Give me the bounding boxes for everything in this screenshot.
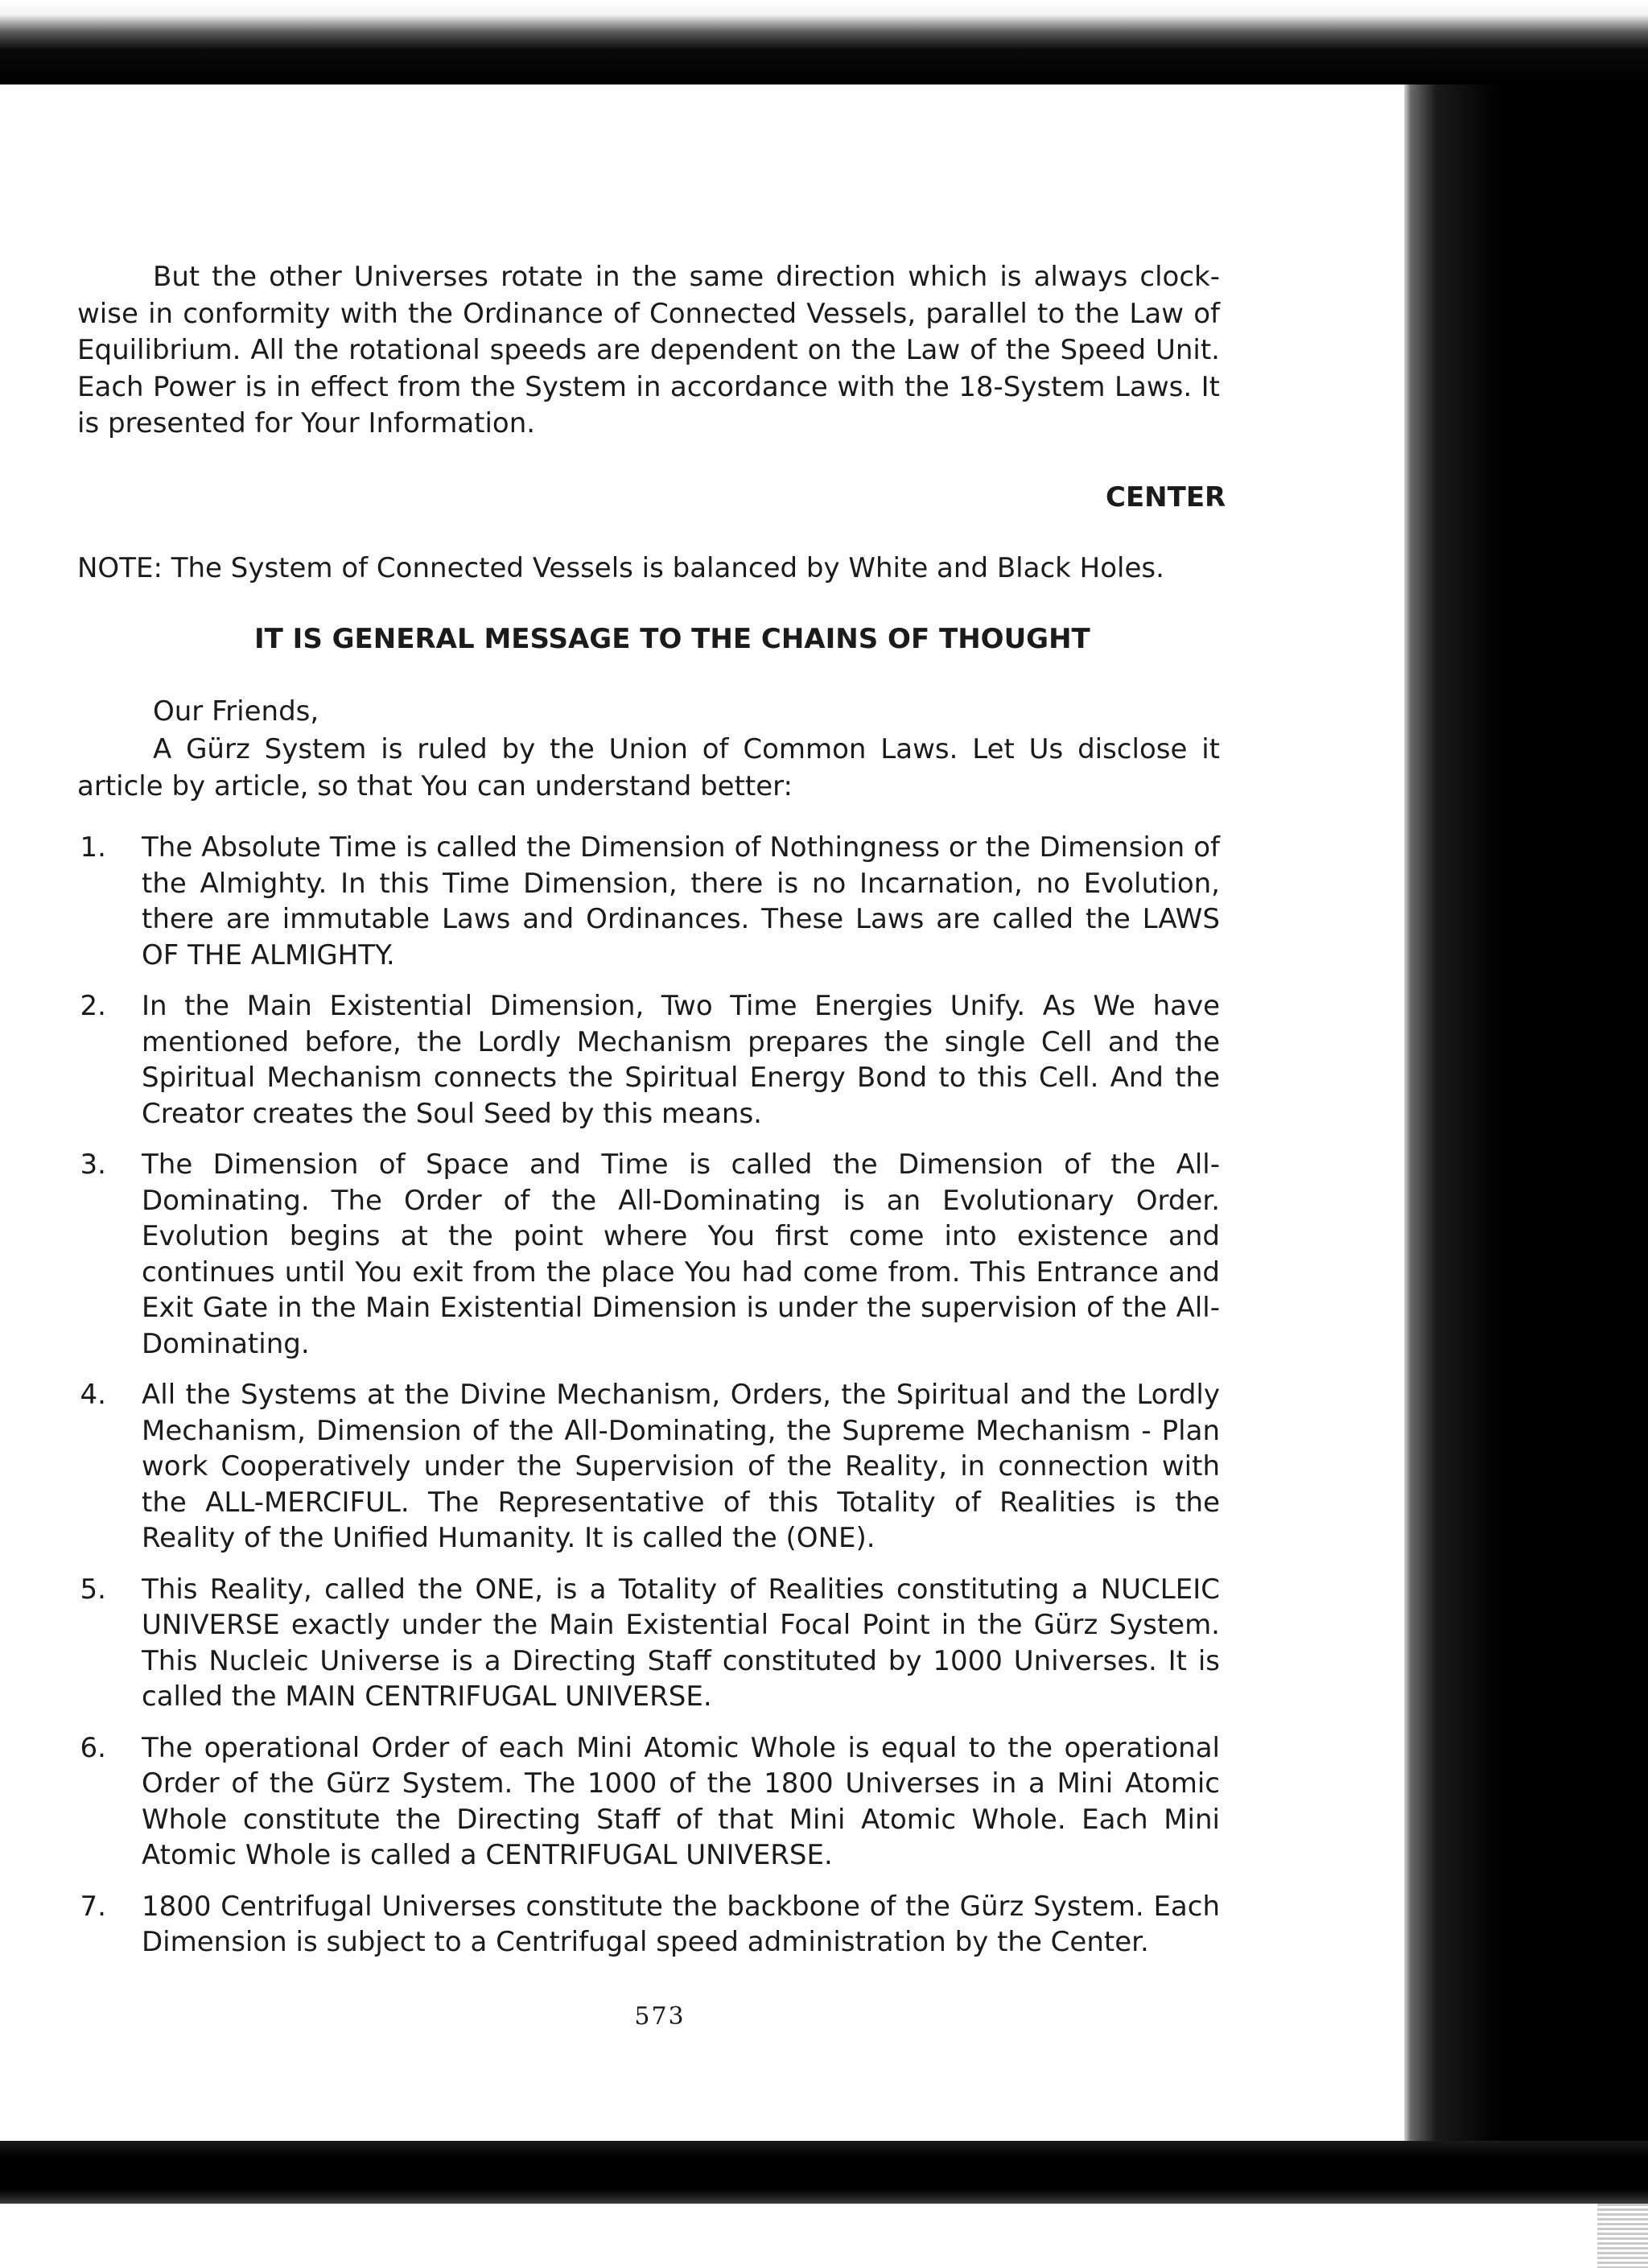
article-item <box>48 1730 1220 1874</box>
scan-right-edge <box>1404 85 1648 2141</box>
scan-top-edge <box>0 0 1648 85</box>
page-number: 573 <box>634 2002 686 2031</box>
scan-corner-noise <box>1597 2204 1648 2268</box>
article-item <box>48 1889 1220 1961</box>
salutation: Our Friends, <box>153 695 319 728</box>
article-item <box>48 988 1220 1132</box>
scan-bottom-edge <box>0 2141 1648 2204</box>
article-text: The Absolute Time is called the Dimension of Nothingness or the Dimension of the Almighty. In this Time Dimension, there is no Incarnation, no Evolution, there are immutable Laws and Ordinances. These Laws are called the LAWS OF THE ALMIGHTY. <box>142 831 1220 971</box>
article-number: 4. <box>80 1379 106 1411</box>
article-number: 6. <box>80 1731 106 1764</box>
article-text: In the Main Existential Dimension, Two Time Energies Unify. As We have mentioned before, the Lordly Mechanism prepares the single Cell and the Spiritual Mechanism connects the Spiritual Energy Bond to this Cell. And the Creator creates the Soul Seed by this means. <box>142 990 1220 1130</box>
opening-paragraph: But the other Universes rotate in the same direction which is always clock-wise in conformity with the Ordinance of Connected Vessels, parallel to the Law of Equilibrium. All the rotational speeds are dependent on the Law of the Speed Unit. Each Power is in effect from the System in accordance with the 18-System Laws. It is presented for Your Information. <box>77 261 1220 439</box>
intro-paragraph: A Gürz System is ruled by the Union of Common Laws. Let Us disclose it article by article, so that You can understand better: <box>77 733 1220 802</box>
article-text: The operational Order of each Mini Atomic Whole is equal to the operational Order of the Gürz System. The 1000 of the 1800 Universes in a Mini Atomic Whole constitute the Directing Staff of that Mini Atomic Whole. Each Mini Atomic Whole is called a CENTRIFUGAL UNIVERSE. <box>142 1731 1220 1871</box>
section-heading: IT IS GENERAL MESSAGE TO THE CHAINS OF THOUGHT <box>254 623 1090 655</box>
note: NOTE: The System of Connected Vessels is balanced by White and Black Holes. <box>77 552 1164 584</box>
article-number: 3. <box>80 1148 106 1181</box>
article-number: 2. <box>80 990 106 1022</box>
sign-off: CENTER <box>1106 481 1226 513</box>
article-item <box>48 830 1220 973</box>
article-item <box>48 1572 1220 1715</box>
article-text: 1800 Centrifugal Universes constitute the backbone of the Gürz System. Each Dimension is subject to a Centrifugal speed administration by the Center. <box>142 1890 1220 1958</box>
article-number: 7. <box>80 1890 106 1923</box>
article-item <box>48 1147 1220 1362</box>
article-item <box>48 1377 1220 1557</box>
articles-list <box>48 830 1220 1976</box>
article-number: 5. <box>80 1573 106 1606</box>
article-text: This Reality, called the ONE, is a Totality of Realities constituting a NUCLEIC UNIVERSE exactly under the Main Existential Focal Point in the Gürz System. This Nucleic Universe is a Directing Staff constituted by 1000 Universes. It is called the MAIN CENTRIFUGAL UNIVERSE. <box>142 1573 1220 1713</box>
article-text: All the Systems at the Divine Mechanism, Orders, the Spiritual and the Lordly Mechanism, Dimension of the All-Dominating, the Supreme Mechanism - Plan work Cooperatively under the Supervision of the Reality, in connection with the ALL-MERCIFUL. The Representative of this Totality of Realities is the Reality of the Unified Humanity. It is called the (ONE). <box>142 1379 1220 1554</box>
article-number: 1. <box>80 831 106 864</box>
opening-paragraph-block <box>77 259 1220 443</box>
article-text: The Dimension of Space and Time is called the Dimension of the All-Dominating. The Order of the All-Dominating is an Evolutionary Order. Evolution begins at the point where You first come into existence and continues until You exit from the place You had come from. This Entrance and Exit Gate in the Main Existential Dimension is under the supervision of the All-Dominating. <box>142 1148 1220 1360</box>
